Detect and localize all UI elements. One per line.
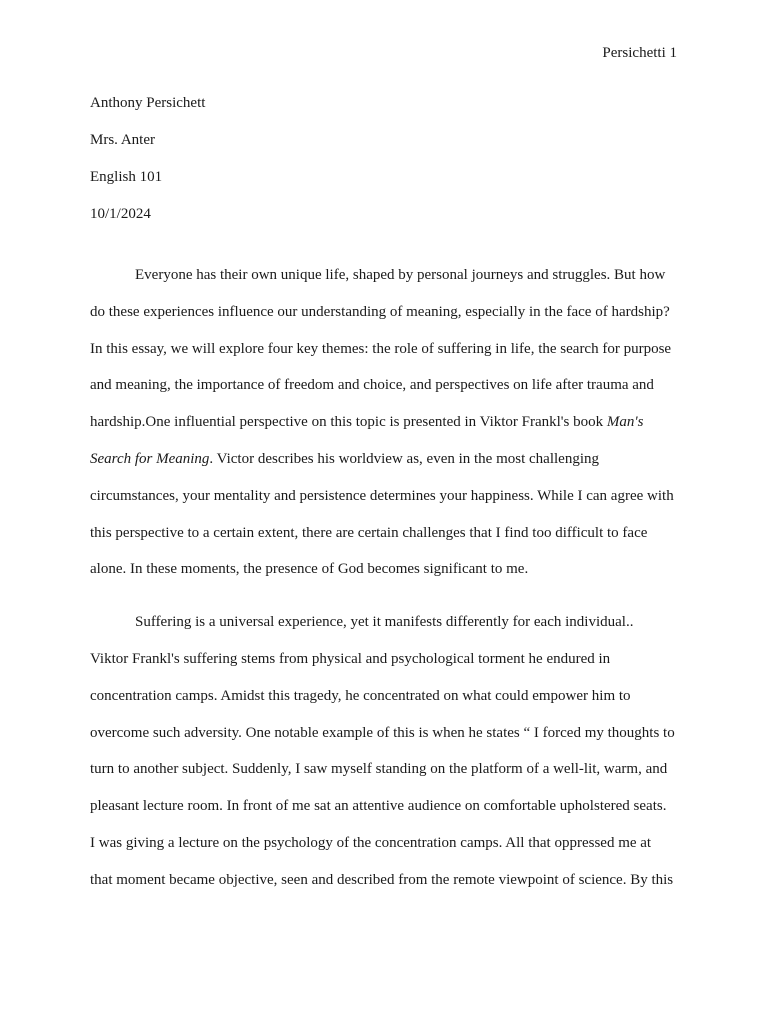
text-line: In this essay, we will explore four key themes: the role of suffering in life, the search for purpose <box>90 340 672 357</box>
text-line: pleasant lecture room. In front of me sat an attentive audience on comfortable upholstered seats. <box>90 798 667 815</box>
essay-date: 10/1/2024 <box>90 206 151 222</box>
paragraph-intro <box>90 257 678 588</box>
text-line: circumstances, your mentality and persistence determines your happiness. While I can agree with <box>90 487 674 504</box>
book-title-part-1: Man's <box>606 414 644 431</box>
text-line <box>90 404 678 441</box>
text-line: Suffering is a universal experience, yet it manifests differently for each individual.. <box>135 614 634 631</box>
text-line: alone. In these moments, the presence of God becomes significant to me. <box>90 561 529 578</box>
text-line: overcome such adversity. One notable example of this is when he states “ I forced my thoughts to <box>90 724 675 741</box>
mla-heading <box>90 94 205 242</box>
text-line: that moment became objective, seen and described from the remote viewpoint of science. By this <box>90 871 674 888</box>
paragraph-suffering <box>90 604 678 898</box>
text-line: do these experiences influence our understanding of meaning, especially in the face of hardship? <box>90 303 670 320</box>
text-line: Viktor Frankl's suffering stems from physical and psychological torment he endured in <box>90 650 611 667</box>
instructor-name: Mrs. Anter <box>90 132 155 148</box>
text-line <box>90 441 678 478</box>
text-line: and meaning, the importance of freedom and choice, and perspectives on life after trauma and <box>90 377 654 394</box>
text-segment: . Victor describes his worldview as, even in the most challenging <box>209 450 599 467</box>
text-segment: hardship.One influential perspective on this topic is presented in Viktor Frankl's book <box>90 414 607 431</box>
text-line: I was giving a lecture on the psychology of the concentration camps. All that oppressed me at <box>90 834 652 851</box>
author-name: Anthony Persichett <box>90 95 206 111</box>
text-line: concentration camps. Amidst this tragedy, he concentrated on what could empower him to <box>90 687 631 704</box>
book-title-part-2: Search for Meaning <box>90 450 210 467</box>
essay-body <box>90 257 678 899</box>
running-head: Persichetti 1 <box>602 45 677 61</box>
text-line: this perspective to a certain extent, there are certain challenges that I find too difficult to face <box>90 524 648 541</box>
course-name: English 101 <box>90 169 163 185</box>
text-line: Everyone has their own unique life, shaped by personal journeys and struggles. But how <box>135 267 666 283</box>
text-line: turn to another subject. Suddenly, I saw myself standing on the platform of a well-lit, warm, and <box>90 761 668 778</box>
